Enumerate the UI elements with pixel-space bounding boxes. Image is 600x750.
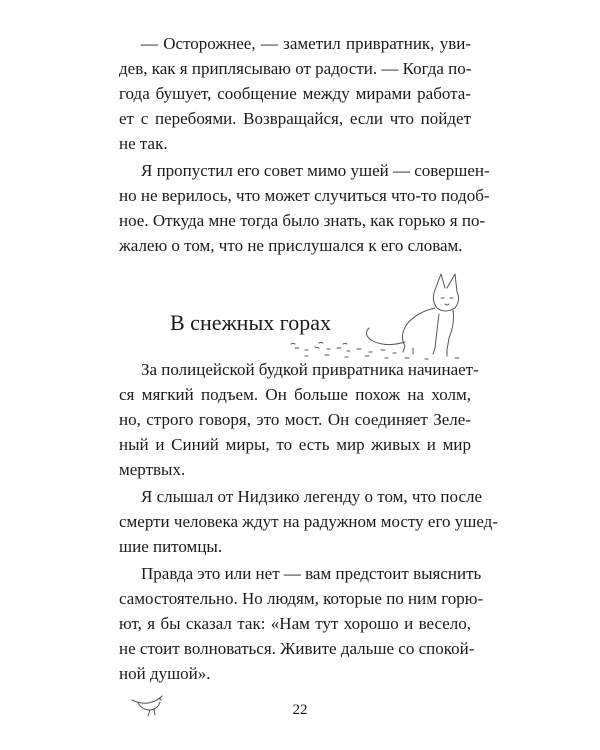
text-line: мертвых. <box>119 460 186 479</box>
text-line: смерти человека ждут на радужном мосту его ушед- <box>119 512 498 531</box>
text-line: шие питомцы. <box>119 537 223 556</box>
text-line: Я слышал от Нидзико легенду о том, что после <box>141 487 483 506</box>
cat-sketch-icon <box>285 268 480 363</box>
text-line: но не верилось, что может случиться что-то подоб- <box>119 186 490 205</box>
text-line: не стоит волноваться. Живите дальше со спокой- <box>119 639 475 658</box>
text-line: Правда это или нет — вам предстоит выяснить <box>141 564 482 583</box>
text-line: ся мягкий подъем. Он больше похож на холм, <box>119 385 471 404</box>
text-line: не так. <box>119 134 168 153</box>
text-line: Я пропустил его совет мимо ушей — совершен- <box>141 161 490 180</box>
text-line: жалею о том, что не прислушался к его словам. <box>119 236 463 255</box>
text-line: самостоятельно. Но людям, которые по ним горю- <box>119 589 484 608</box>
text-line: ет с перебоями. Возвращайся, если что пойдет <box>119 109 471 128</box>
text-line: За полицейской будкой привратника начинает- <box>141 360 479 379</box>
text-line: — Осторожнее, — заметил привратник, уви- <box>141 34 471 53</box>
text-line: ное. Откуда мне тогда было знать, как горько я по- <box>119 211 486 230</box>
text-line: дев, как я приплясываю от радости. — Когда по- <box>119 59 472 78</box>
text-line: ный и Синий миры, то есть мир живых и мир <box>119 435 471 454</box>
text-line: ют, я бы сказал так: «Нам тут хорошо и весело, <box>119 614 471 633</box>
text-line: ной душой». <box>119 664 211 683</box>
text-line: года бушует, сообщение между мирами работа- <box>119 84 471 103</box>
section-heading: В снежных горах <box>170 310 331 335</box>
page-number: 22 <box>292 702 308 718</box>
text-line: но, строго говоря, это мост. Он соединяет Зеле- <box>119 410 471 429</box>
